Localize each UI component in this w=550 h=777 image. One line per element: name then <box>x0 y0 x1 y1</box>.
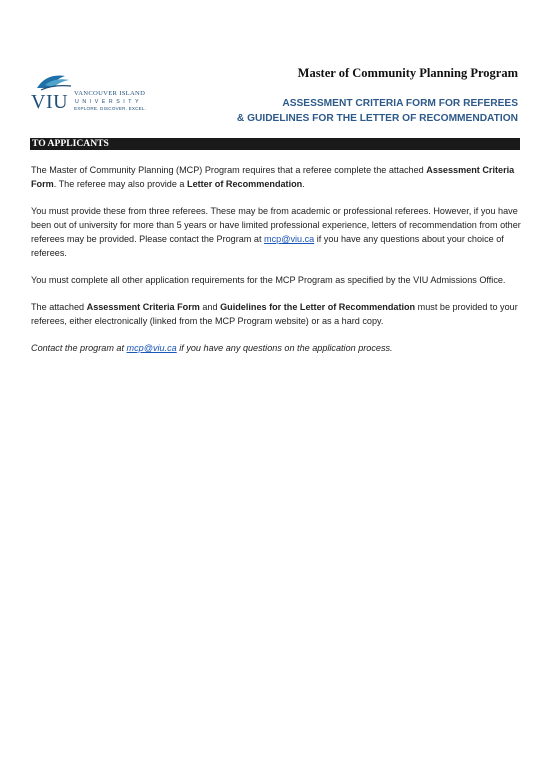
viu-logo <box>31 72 166 116</box>
form-title-line2: & GUIDELINES FOR THE LETTER OF RECOMMENDATION <box>236 113 518 124</box>
logo-abbrev: VIU <box>31 91 69 113</box>
logo-name: VANCOUVER ISLAND <box>74 90 146 97</box>
paragraph-5: Contact the program at mcp@viu.ca if you have any questions on the application process. <box>31 343 393 353</box>
form-title <box>237 96 518 126</box>
section-heading: TO APPLICANTS <box>30 138 520 150</box>
program-title: Master of Community Planning Program <box>297 66 518 80</box>
paragraph-2: You must provide these from three referees. These may be from academic or professional referees. However, if you have been out of university for more than 5 years or have limited professional experience, letters of recommendation from other referees may be provided. Please contact the Program at mcp@viu.ca if you have any questions about your choice of referees. <box>31 206 521 258</box>
logo-tagline: EXPLORE. DISCOVER. EXCEL. <box>74 106 147 111</box>
logo-university: UNIVERSITY <box>75 99 143 105</box>
leaf-wave-icon <box>35 72 73 92</box>
form-title-line1: ASSESSMENT CRITERIA FORM FOR REFEREES <box>282 98 518 109</box>
paragraph-1: The Master of Community Planning (MCP) Program requires that a referee complete the attached Assessment Criteria Form. The referee may also provide a Letter of Recommendation. <box>31 165 515 189</box>
body-text <box>31 163 523 368</box>
email-link[interactable]: mcp@viu.ca <box>264 234 315 244</box>
paragraph-3: You must complete all other application requirements for the MCP Program as specified by the VIU Admissions Office. <box>31 275 506 285</box>
email-link[interactable]: mcp@viu.ca <box>126 343 177 353</box>
paragraph-4: The attached Assessment Criteria Form and Guidelines for the Letter of Recommendation must be provided to your referees, either electronically (linked from the MCP Program website) or as a hard copy. <box>31 302 518 326</box>
